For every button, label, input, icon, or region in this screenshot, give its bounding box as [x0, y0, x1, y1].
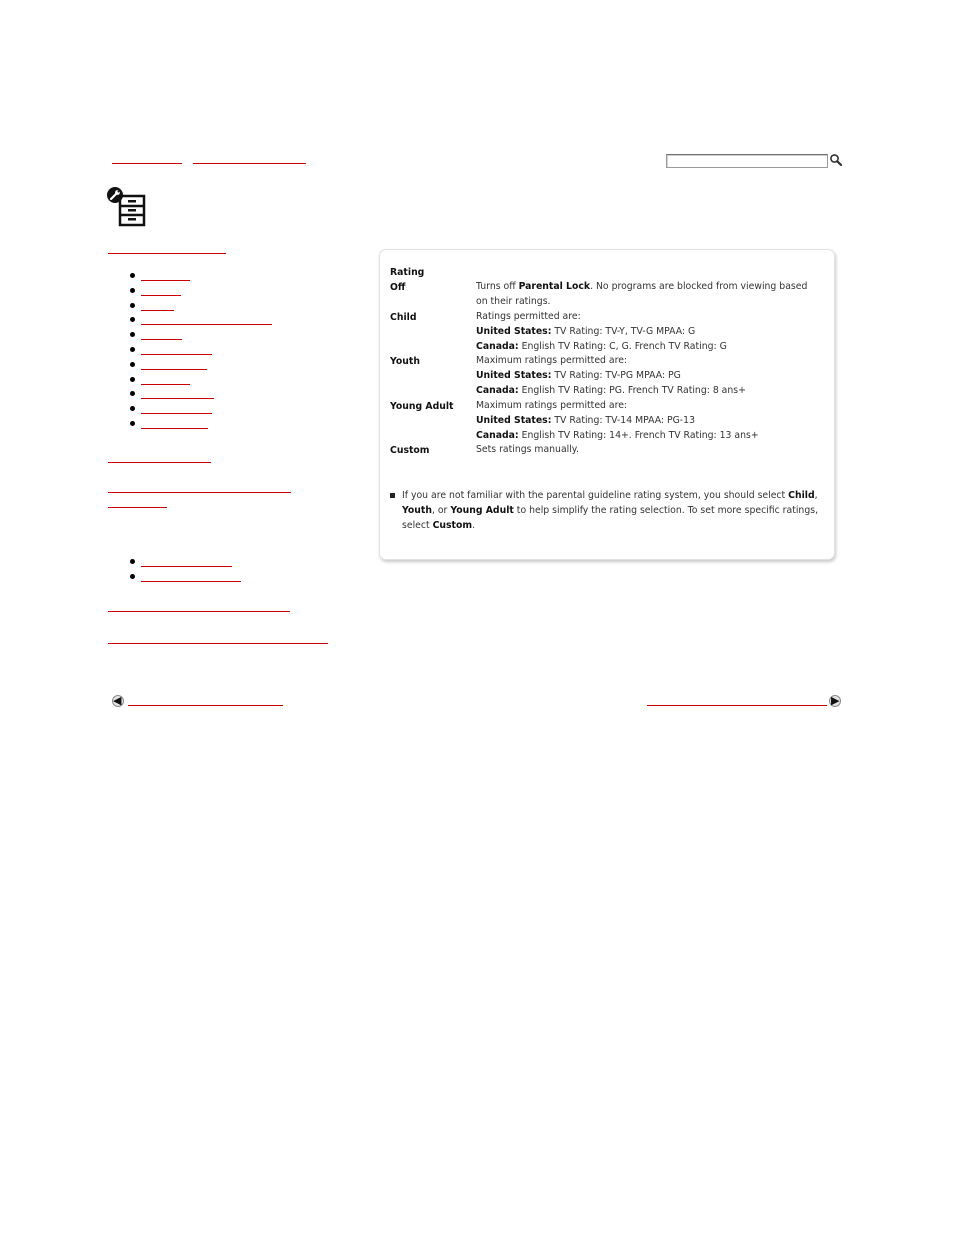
rating-desc-custom: Sets ratings manually. — [476, 444, 579, 455]
breadcrumb-link-section[interactable] — [193, 163, 306, 164]
settings-cabinet-icon — [106, 186, 148, 228]
sidebar-sublink[interactable] — [141, 398, 214, 399]
rating-desc-child: Ratings permitted are: United States: TV Rating: TV-Y, TV-G MPAA: G Canada: English TV Rating: C, G. French TV Rating: G — [476, 311, 727, 352]
sidebar-section-link[interactable] — [108, 611, 290, 612]
rating-label-child: Child — [390, 312, 417, 323]
rating-label-off: Off — [390, 282, 406, 293]
rating-desc-young-adult: Maximum ratings permitted are: United States: TV Rating: TV-14 MPAA: PG-13 Canada: English TV Rating: 14+. French TV Rating: 13 ans+ — [476, 400, 759, 441]
breadcrumb-link-home[interactable] — [112, 163, 182, 164]
sidebar-sublink[interactable] — [141, 354, 212, 355]
sidebar-section-link[interactable] — [108, 462, 211, 463]
sidebar-sublink[interactable] — [141, 310, 174, 311]
rating-label-young-adult: Young Adult — [390, 401, 454, 412]
rating-heading: Rating — [390, 267, 425, 278]
search-input[interactable] — [666, 154, 828, 168]
rating-label-youth: Youth — [390, 356, 420, 367]
sidebar-section-link[interactable] — [108, 643, 328, 644]
arrow-left-circle-icon[interactable]: ◀ — [112, 695, 124, 707]
sidebar-sublink[interactable] — [141, 428, 208, 429]
rating-desc-youth: Maximum ratings permitted are: United States: TV Rating: TV-PG MPAA: PG Canada: English TV Rating: PG. French TV Rating: 8 ans+ — [476, 355, 746, 396]
sidebar-sublink[interactable] — [141, 324, 272, 325]
sidebar-sublink[interactable] — [141, 369, 207, 370]
sidebar-section-link[interactable] — [108, 492, 291, 493]
sidebar-sublink[interactable] — [141, 413, 212, 414]
sidebar-sublink[interactable] — [141, 581, 241, 582]
sidebar-section-link[interactable] — [108, 507, 167, 508]
sidebar-sublink[interactable] — [141, 339, 182, 340]
content-panel — [380, 250, 834, 559]
rating-label-custom: Custom — [390, 445, 430, 456]
note-bullet-icon — [390, 493, 395, 498]
magnifier-icon — [829, 153, 843, 167]
rating-desc-off: Turns off Parental Lock. No programs are blocked from viewing based on their ratings. — [476, 281, 808, 307]
prev-page-link[interactable] — [128, 705, 283, 706]
note-text: If you are not familiar with the parental guideline rating system, you should select Child, Youth, or Young Adult to help simplify the rating selection. To set more specific ratings, select Custom. — [402, 490, 819, 531]
arrow-right-circle-icon[interactable]: ▶ — [831, 694, 840, 707]
sidebar-sublink[interactable] — [141, 384, 190, 385]
sidebar-sublink[interactable] — [141, 566, 232, 567]
sidebar-sublink[interactable] — [141, 295, 181, 296]
search-button[interactable] — [829, 152, 843, 166]
next-page-link[interactable] — [647, 705, 827, 706]
sidebar-section-link[interactable] — [108, 253, 226, 254]
sidebar-sublink[interactable] — [141, 280, 190, 281]
